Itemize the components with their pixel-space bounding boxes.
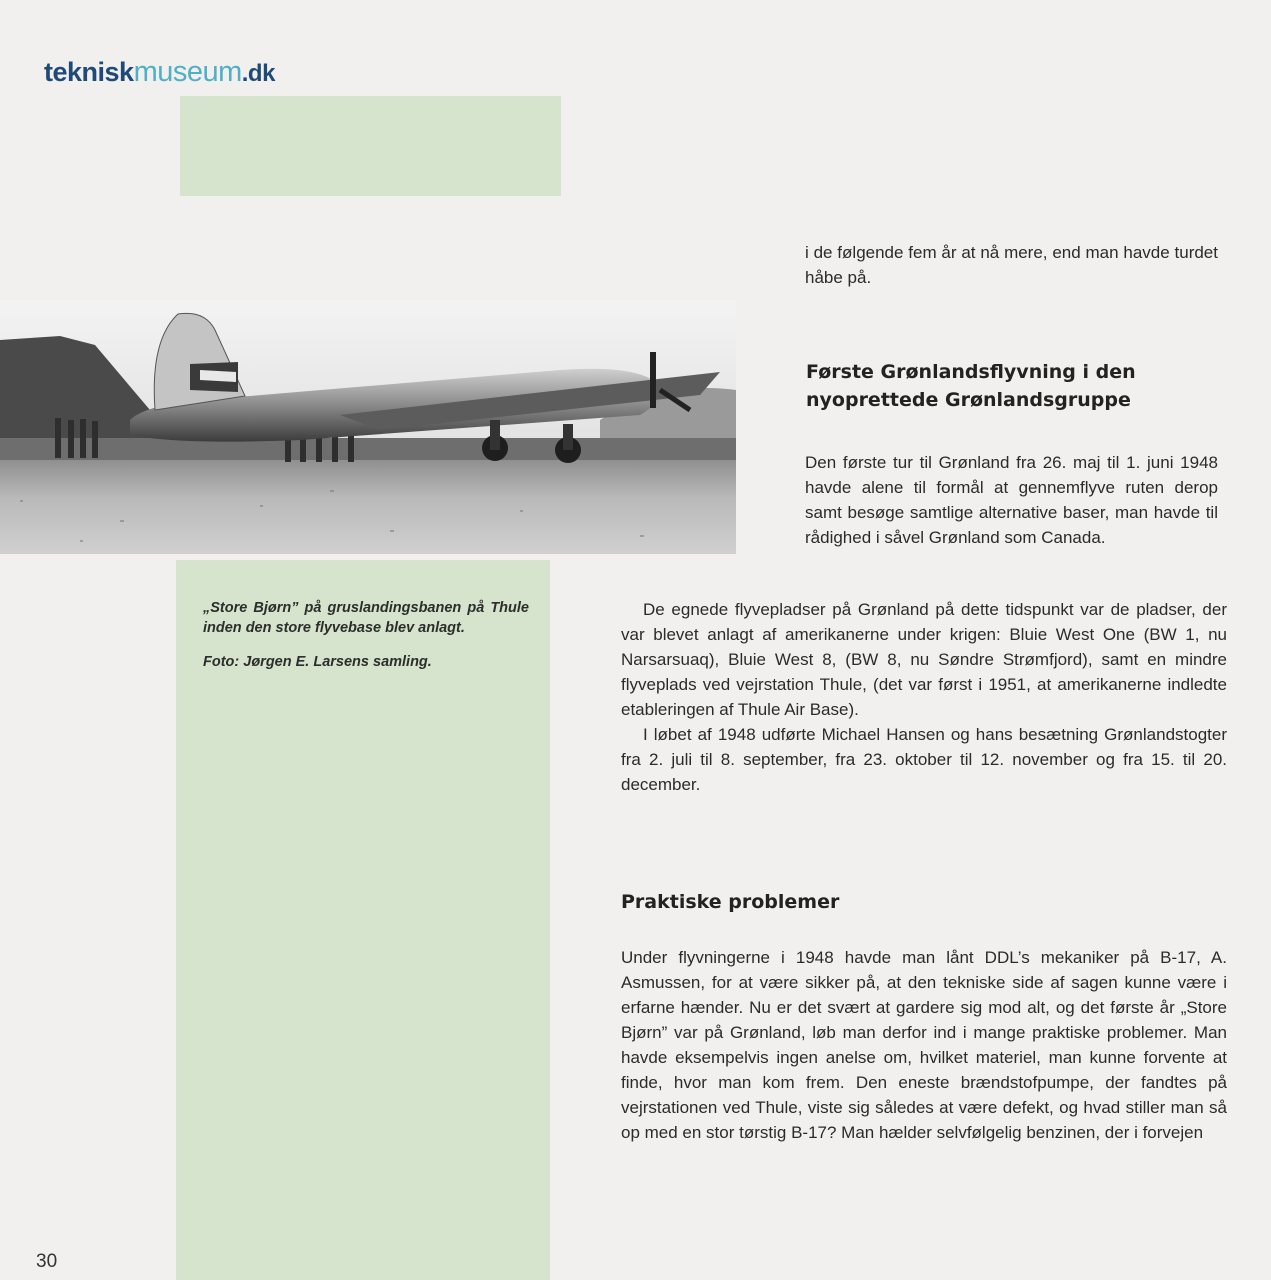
caption-text: „Store Bjørn” på gruslandingsbanen på Thule inden den store flyvebase blev anlagt. xyxy=(203,600,529,636)
green-box-top xyxy=(180,96,561,196)
logo-part-1: teknisk xyxy=(44,57,134,87)
site-logo xyxy=(44,56,275,89)
paragraph-first-trip: Den første tur til Grønland fra 26. maj til 1. juni 1948 havde alene til formål at gennemflyve ruten derop samt besøge samtlige alternative baser, man havde til rådighed i såvel Grønland som Canada. xyxy=(805,453,1218,547)
logo-part-2: museum xyxy=(133,56,242,88)
logo-part-3: .dk xyxy=(241,60,275,87)
page-number: 30 xyxy=(36,1251,58,1272)
paragraph-expeditions: I løbet af 1948 udførte Michael Hansen og hans besætning Grønlandstogter fra 2. juli til 8. september, fra 23. oktober til 12. november og fra 15. til 20. december. xyxy=(621,725,1227,794)
section-heading-first-flight: Første Grønlandsflyvning i den nyoprettede Grønlandsgruppe xyxy=(806,361,1136,411)
intro-paragraph: i de følgende fem år at nå mere, end man havde turdet håbe på. xyxy=(805,243,1218,287)
caption-credit: Foto: Jørgen E. Larsens samling. xyxy=(203,654,432,670)
aircraft-photo xyxy=(0,300,736,554)
paragraph-practical-problems: Under flyvningerne i 1948 havde man lånt DDL’s mekaniker på B-17, A. Asmussen, for at være sikker på, at den tekniske side af sagen kunne være i erfarne hænder. Nu er det svært at gardere sig mod alt, og det første år „Store Bjørn” var på Grønland, løb man derfor ind i mange praktiske problemer. Man havde eksempelvis ingen anelse om, hvilket materiel, man kunne forvente at finde, hvor man kom frem. Den eneste brændstofpumpe, der fandtes på vejrstationen ved Thule, viste sig således at være defekt, og hvad stiller man så op med en stor tørstig B-17? Man hælder selvfølgelig benzinen, der i forvejen xyxy=(621,948,1227,1142)
photo-caption xyxy=(203,598,529,672)
paragraph-airfields: De egnede flyvepladser på Grønland på dette tidspunkt var de pladser, der var blevet anlagt af amerikanerne under krigen: Bluie West One (BW 1, nu Narsarsuaq), Bluie West 8, (BW 8, nu Søndre Strømfjord), samt en mindre flyveplads ved vejrstation Thule, (det var først i 1951, at amerikanerne indledte etableringen af Thule Air Base). xyxy=(621,600,1227,719)
section-heading-practical-problems: Praktiske problemer xyxy=(621,891,840,913)
article-body-section-1 xyxy=(621,597,1227,797)
